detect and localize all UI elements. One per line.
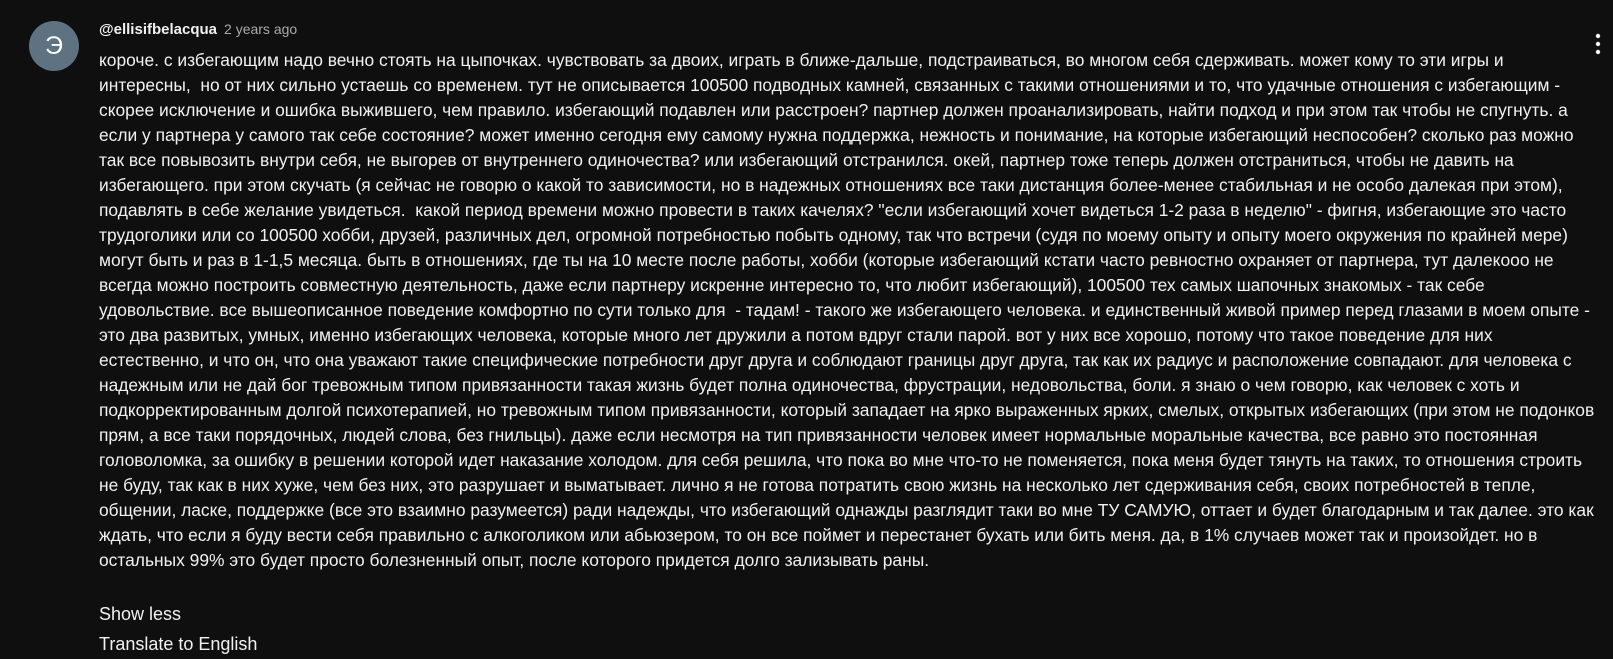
comment-header <box>99 21 297 41</box>
show-less-button[interactable]: Show less <box>99 604 182 624</box>
author-name[interactable]: @ellisifbelacqua <box>99 21 218 38</box>
comment-text: короче. с избегающим надо вечно стоять на цыпочках. чувствовать за двоих, играть в ближе-дальше, подстраиваться, во многом себя сдерживать. может кому то эти игры и интересны, но от них сильно устаешь со временем. тут не описывается 100500 подводных камней, связанных с такими отношениями и то, что удачные отношения с избегающим - скорее исключение и ошибка выжившего, чем правило. избегающий подавлен или расстроен? партнер должен проанализировать, найти подход и при этом так чтобы не спугнуть. а если у партнера у самого так себе состояние? может именно сегодня ему самому нужна поддержка, нежность и понимание, на которые избегающий неспособен? сколько раз можно так все повывозить внутри себя, не выгорев от внутреннего одиночества? или избегающий отстранился. окей, партнер тоже теперь должен отстраниться, чтобы не давить на избегающего. при этом скучать (я сейчас не говорю о какой то зависимости, но в надежных отношениях все таки дистанция более-менее стабильная и не особо далекая при этом), подавлять в себе желание увидеться. какой период времени можно провести в таких качелях? "если избегающий хочет видеться 1-2 раза в неделю" - фигня, избегающие это часто трудоголики или со 100500 хобби, друзей, различных дел, огромной потребностью побыть одному, так что встречи (судя по моему опыту и опыту моего окружения по крайней мере) могут быть и раз в 1-1,5 месяца. быть в отношениях, где ты на 10 месте после работы, хобби (которые избегающий кстати часто ревностно охраняет от партнера, тут далекооо не всегда можно построить совместную деятельность, даже если партнеру искренне интересно то, что любит избегающий), 100500 тех самых шапочных знакомых - так себе удовольствие. все вышеописанное поведение комфортно по сути только для - тадам! - такого же избегающего человека. и единственный живой пример перед глазами в моем опыте - это два развитых, умных, именно избегающих человека, которые много лет дружили а потом вдруг стали парой. вот у них все хорошо, потому что такое поведение для них естественно, и что он, что она уважают такие специфические потребности друг друга и соблюдают границы друг друга, так как их радиус и расположение совпадают. для человека с надежным или не дай бог тревожным типом привязанности такая жизнь будет полна одиночества, фрустрации, недовольства, боли. я знаю о чем говорю, как человек с хоть и подкорректированным долгой психотерапией, но тревожным типом привязанности, который западает на ярко выраженных ярких, смелых, открытых избегающих (при этом не подонков прям, а все таки порядочных, людей слова, без гнильцы). даже если несмотря на тип привязанности человек имеет нормальные моральные качества, все равно это постоянная головоломка, за ошибку в решении которой идет наказание холодом. для себя решила, что пока во мне что-то не поменяется, пока меня будет тянуть на таких, то отношения строить не буду, так как в них хуже, чем без них, это разрушает и выматывает. лично я не готова потратить свою жизнь на несколько лет сдерживания себя, своих потребностей в тепле, общении, ласке, поддержке (все это взаимно разумеется) ради надежды, что избегающий однажды разглядит таки во мне ТУ САМУЮ, оттает и будет благодарным и так далее. это как ждать, что если я буду вести себя правильно с алкоголиком или абьюзером, то он все поймет и перестанет бухать или бить меня. да, в 1% случаев может так и произойдет. но в остальных 99% это будет просто болезненный опыт, после которого придется долго зализывать раны. <box>99 50 1600 570</box>
avatar[interactable]: Э <box>29 21 79 71</box>
translate-button[interactable]: Translate to English <box>99 634 258 654</box>
comment-timestamp[interactable]: 2 years ago <box>224 21 298 37</box>
